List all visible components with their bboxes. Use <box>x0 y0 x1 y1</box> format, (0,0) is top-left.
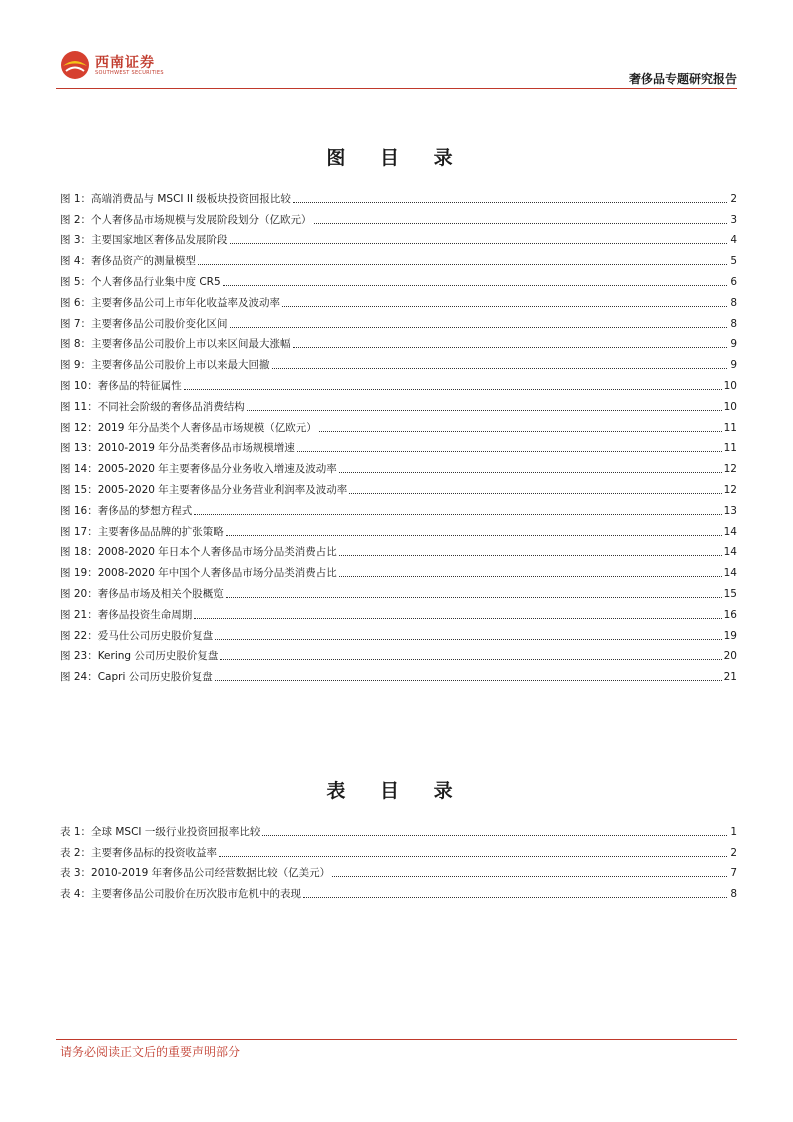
toc-leader-dots <box>293 202 727 203</box>
toc-entry-page: 7 <box>730 867 737 880</box>
toc-entry-label: 图 19：2008-2020 年中国个人奢侈品市场分品类消费占比 <box>60 567 337 580</box>
toc-entry-page: 11 <box>723 421 737 434</box>
toc-entry[interactable] <box>60 206 737 227</box>
toc-entry-label: 表 1：全球 MSCI 一级行业投资回报率比较 <box>60 825 261 838</box>
toc-entry-label: 图 9：主要奢侈品公司股价上市以来最大回撤 <box>60 359 270 372</box>
toc-leader-dots <box>226 597 722 598</box>
toc-entry-page: 14 <box>723 546 737 559</box>
toc-entry-label: 图 8：主要奢侈品公司股价上市以来区间最大涨幅 <box>60 338 291 351</box>
toc-leader-dots <box>349 493 721 494</box>
toc-entry-label: 图 4：奢侈品资产的测量模型 <box>60 255 197 268</box>
toc-entry[interactable] <box>60 860 737 881</box>
toc-leader-dots <box>297 451 722 452</box>
footer-disclaimer: 请务必阅读正文后的重要声明部分 <box>60 1045 241 1059</box>
toc-entry-page: 14 <box>723 567 737 580</box>
toc-entry-page: 12 <box>723 483 737 496</box>
toc-entry[interactable] <box>60 880 737 901</box>
toc-entry[interactable] <box>60 559 737 580</box>
toc-entry-label: 表 2：主要奢侈品标的投资收益率 <box>60 846 218 859</box>
toc-leader-dots <box>198 264 727 265</box>
toc-leader-dots <box>215 639 721 640</box>
toc-entry-page: 9 <box>730 359 737 372</box>
toc-leader-dots <box>194 618 721 619</box>
toc-entry[interactable] <box>60 643 737 664</box>
toc-entry[interactable] <box>60 455 737 476</box>
toc-entry-label: 图 2：个人奢侈品市场规模与发展阶段划分（亿欧元） <box>60 213 312 226</box>
toc-entry[interactable] <box>60 414 737 435</box>
toc-entry-page: 16 <box>723 608 737 621</box>
toc-entry-page: 8 <box>730 888 737 901</box>
report-title: 奢侈品专题研究报告 <box>628 72 737 86</box>
toc-entry-label: 表 4：主要奢侈品公司股价在历次股市危机中的表现 <box>60 888 302 901</box>
toc-entry-label: 图 21：奢侈品投资生命周期 <box>60 608 193 621</box>
toc-entry[interactable] <box>60 663 737 684</box>
toc-leader-dots <box>247 410 722 411</box>
toc-entry-page: 3 <box>730 213 737 226</box>
toc-leader-dots <box>339 472 722 473</box>
toc-leader-dots <box>293 347 727 348</box>
figures-toc-list <box>60 185 737 684</box>
toc-entry[interactable] <box>60 518 737 539</box>
toc-entry-page: 8 <box>730 296 737 309</box>
toc-entry-page: 19 <box>723 629 737 642</box>
toc-leader-dots <box>184 389 722 390</box>
toc-leader-dots <box>215 680 722 681</box>
brand-name: 西南证券 <box>95 55 155 71</box>
toc-entry[interactable] <box>60 351 737 372</box>
brand-emblem-icon <box>60 50 90 80</box>
toc-entry[interactable] <box>60 247 737 268</box>
toc-entry[interactable] <box>60 289 737 310</box>
toc-entry[interactable] <box>60 185 737 206</box>
toc-leader-dots <box>332 876 727 877</box>
toc-leader-dots <box>223 285 727 286</box>
toc-entry-label: 图 10：奢侈品的特征属性 <box>60 379 182 392</box>
toc-leader-dots <box>272 368 727 369</box>
toc-entry[interactable] <box>60 268 737 289</box>
toc-entry-page: 14 <box>723 525 737 538</box>
toc-entry-page: 20 <box>723 650 737 663</box>
toc-entry-page: 10 <box>723 400 737 413</box>
toc-entry-page: 15 <box>723 587 737 600</box>
toc-entry-page: 21 <box>723 671 737 684</box>
toc-entry-label: 图 24：Capri 公司历史股价复盘 <box>60 671 213 684</box>
toc-leader-dots <box>219 856 727 857</box>
figures-toc-title: 图 目 录 <box>326 147 467 169</box>
tables-toc-list <box>60 818 737 901</box>
toc-entry-page: 9 <box>730 338 737 351</box>
toc-entry[interactable] <box>60 497 737 518</box>
toc-entry-label: 图 11：不同社会阶级的奢侈品消费结构 <box>60 400 245 413</box>
toc-entry[interactable] <box>60 539 737 560</box>
toc-entry-page: 4 <box>730 234 737 247</box>
toc-entry-page: 8 <box>730 317 737 330</box>
toc-entry-label: 图 22：爱马仕公司历史股价复盘 <box>60 629 214 642</box>
toc-entry-page: 2 <box>730 846 737 859</box>
toc-entry-page: 6 <box>730 275 737 288</box>
brand-subtitle: SOUTHWEST SECURITIES <box>95 70 164 76</box>
toc-entry[interactable] <box>60 476 737 497</box>
toc-entry[interactable] <box>60 435 737 456</box>
toc-entry-label: 图 15：2005-2020 年主要奢侈品分业务营业利润率及波动率 <box>60 483 348 496</box>
toc-leader-dots <box>262 835 727 836</box>
toc-entry[interactable] <box>60 622 737 643</box>
toc-leader-dots <box>319 431 722 432</box>
toc-leader-dots <box>282 306 727 307</box>
toc-entry-label: 图 23：Kering 公司历史股价复盘 <box>60 650 219 663</box>
toc-leader-dots <box>339 555 722 556</box>
toc-entry[interactable] <box>60 818 737 839</box>
toc-leader-dots <box>314 223 727 224</box>
toc-leader-dots <box>226 535 722 536</box>
header-divider <box>56 88 737 89</box>
brand-logo <box>60 50 190 82</box>
footer-divider <box>56 1039 737 1040</box>
toc-entry-label: 图 16：奢侈品的梦想方程式 <box>60 504 193 517</box>
toc-leader-dots <box>339 576 722 577</box>
toc-entry-page: 2 <box>730 192 737 205</box>
toc-entry-page: 13 <box>723 504 737 517</box>
toc-entry[interactable] <box>60 580 737 601</box>
toc-entry[interactable] <box>60 227 737 248</box>
toc-leader-dots <box>220 659 721 660</box>
toc-entry-label: 表 3：2010-2019 年奢侈品公司经营数据比较（亿美元） <box>60 867 331 880</box>
toc-entry[interactable] <box>60 839 737 860</box>
toc-entry-page: 11 <box>723 442 737 455</box>
toc-entry-page: 10 <box>723 379 737 392</box>
toc-entry-label: 图 5：个人奢侈品行业集中度 CR5 <box>60 275 221 288</box>
toc-entry-label: 图 3：主要国家地区奢侈品发展阶段 <box>60 234 228 247</box>
toc-entry-label: 图 14：2005-2020 年主要奢侈品分业务收入增速及波动率 <box>60 463 337 476</box>
toc-leader-dots <box>230 327 727 328</box>
toc-entry-label: 图 12：2019 年分品类个人奢侈品市场规模（亿欧元） <box>60 421 317 434</box>
tables-toc-title: 表 目 录 <box>326 780 467 802</box>
toc-entry[interactable] <box>60 601 737 622</box>
toc-entry-label: 图 18：2008-2020 年日本个人奢侈品市场分品类消费占比 <box>60 546 337 559</box>
toc-entry-label: 图 1：高端消费品与 MSCI II 级板块投资回报比较 <box>60 192 291 205</box>
toc-entry-page: 1 <box>730 825 737 838</box>
toc-entry-label: 图 6：主要奢侈品公司上市年化收益率及波动率 <box>60 296 281 309</box>
toc-entry-label: 图 20：奢侈品市场及相关个股概览 <box>60 587 224 600</box>
toc-entry-label: 图 7：主要奢侈品公司股价变化区间 <box>60 317 228 330</box>
toc-entry-label: 图 13：2010-2019 年分品类奢侈品市场规模增速 <box>60 442 295 455</box>
toc-entry-label: 图 17：主要奢侈品品牌的扩张策略 <box>60 525 224 538</box>
toc-leader-dots <box>303 897 727 898</box>
toc-entry-page: 5 <box>730 255 737 268</box>
toc-entry[interactable] <box>60 331 737 352</box>
toc-entry-page: 12 <box>723 463 737 476</box>
toc-entry[interactable] <box>60 372 737 393</box>
toc-entry[interactable] <box>60 393 737 414</box>
toc-entry[interactable] <box>60 310 737 331</box>
toc-leader-dots <box>194 514 721 515</box>
toc-leader-dots <box>230 243 727 244</box>
